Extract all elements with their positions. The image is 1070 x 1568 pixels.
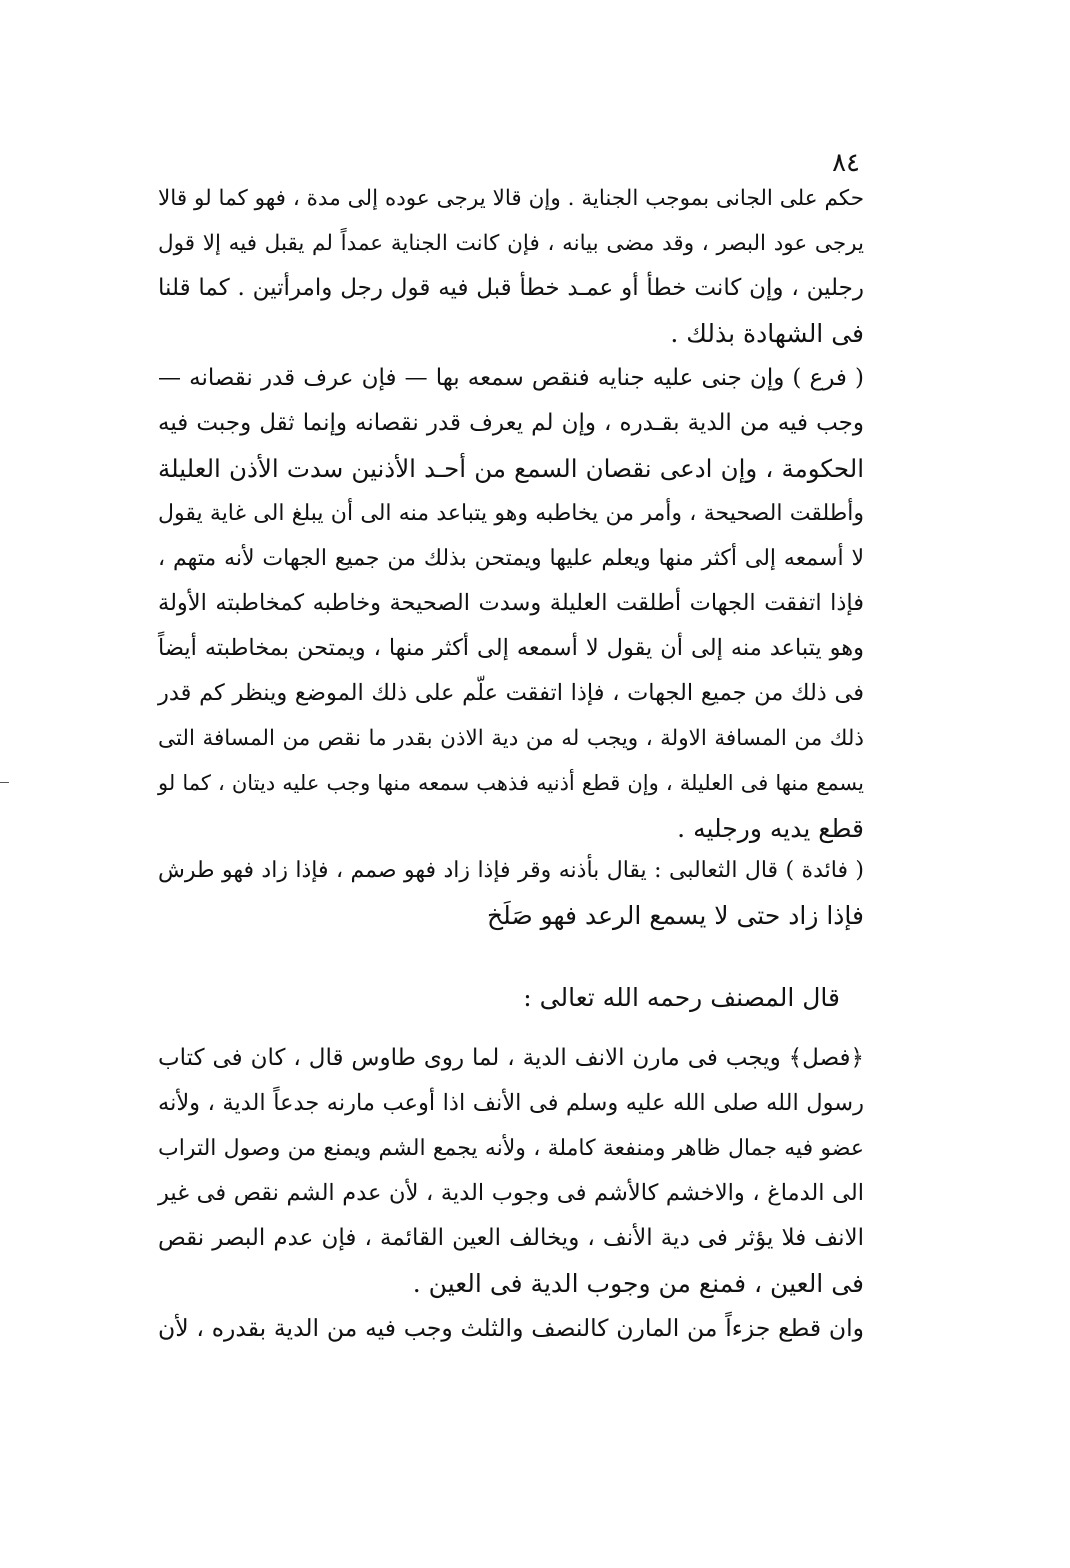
text-line: ( فرع ) وإن جنى عليه جنايه فنقص سمعه بها — فإن عرف قدر نقصانه — <box>158 365 864 391</box>
text-line: وان قطع جزءاً من المارن كالنصف والثلث وجب فيه من الدية بقدره ، لأن <box>158 1314 864 1342</box>
margin-mark <box>0 782 9 783</box>
note-block <box>158 848 864 938</box>
section-heading: قال المصنف رحمه الله تعالى : <box>523 983 840 1012</box>
text-line: وهو يتباعد منه إلى أن يقول لا أسمعه إلى أكثر منها ، ويمتحن بمخاطبته أيضاً <box>158 635 864 661</box>
text-line: الحكومة ، وإن ادعى نقصان السمع من أحـد الأذنين سدت الأذن العليلة <box>158 454 864 483</box>
text-line: حكم على الجانى بموجب الجناية . وإن قالا يرجى عوده إلى مدة ، فهو كما لو قالا <box>158 186 864 211</box>
text-line: رسول الله صلى الله عليه وسلم فى الأنف اذا أوعب مارنه جدعاً الدية ، ولأنه <box>158 1090 864 1116</box>
text-line: فى العين ، فمنع من وجوب الدية فى العين . <box>412 1269 864 1298</box>
text-line: فى الشهادة بذلك . <box>670 319 864 348</box>
text-line: فإذا زاد حتى لا يسمع الرعد فهو صَلَخ <box>487 901 864 930</box>
text-line: يسمع منها فى العليلة ، وإن قطع أذنيه فذهب سمعه منها وجب عليه ديتان ، كما لو <box>158 771 864 795</box>
text-line: عضو فيه جمال ظاهر ومنفعة كاملة ، ولأنه يجمع الشم ويمنع من وصول التراب <box>158 1136 864 1161</box>
paragraph-block-1 <box>158 176 864 851</box>
text-line: ( فائدة ) قال الثعالبى : يقال بأذنه وقر فإذا زاد فهو صمم ، فإذا زاد فهو طرش <box>158 858 864 883</box>
text-line: رجلين ، وإن كانت خطأ أو عمـد خطأ قبل فيه قول رجل وامرأتين . كما قلنا <box>158 275 864 301</box>
text-line: فى ذلك من جميع الجهات ، فإذا اتفقت علّم على ذلك الموضع وينظر كم قدر <box>158 680 864 706</box>
paragraph-block-2 <box>158 1036 864 1351</box>
text-line: الى الدماغ ، والاخشم كالأشم فى وجوب الدية ، لأن عدم الشم نقص فى غير <box>158 1180 864 1206</box>
text-line: يرجى عود البصر ، وقد مضى بيانه ، فإن كانت الجناية عمداً لم يقبل فيه إلا قول <box>158 231 864 256</box>
text-line: فإذا اتفقت الجهات أطلقت العليلة وسدت الصحيحة وخاطبه كمخاطبته الأولة <box>158 590 864 616</box>
page-number: ٨٤ <box>832 148 860 178</box>
text-line: الانف فلا يؤثر فى دية الأنف ، ويخالف العين القائمة ، فإن عدم البصر نقص <box>158 1225 864 1251</box>
text-line: وأطلقت الصحيحة ، وأمر من يخاطبه وهو يتباعد منه الى أن يبلغ الى غاية يقول <box>158 501 864 526</box>
text-line: ذلك من المسافة الاولة ، ويجب له من دية الاذن بقدر ما نقص من المسافة التى <box>158 726 864 751</box>
text-line: قطع يديه ورجليه . <box>677 814 864 843</box>
text-line: ﴿فصل﴾ ويجب فى مارن الانف الدية ، لما روى طاوس قال ، كان فى كتاب <box>158 1045 864 1071</box>
text-line: وجب فيه من الدية بقـدره ، وإن لم يعرف قدر نقصانه وإنما ثقل وجبت فيه <box>158 410 864 436</box>
text-line: لا أسمعه إلى أكثر منها ويعلم عليها ويمتحن بذلك من جميع الجهات لأنه متهم ، <box>158 546 864 571</box>
